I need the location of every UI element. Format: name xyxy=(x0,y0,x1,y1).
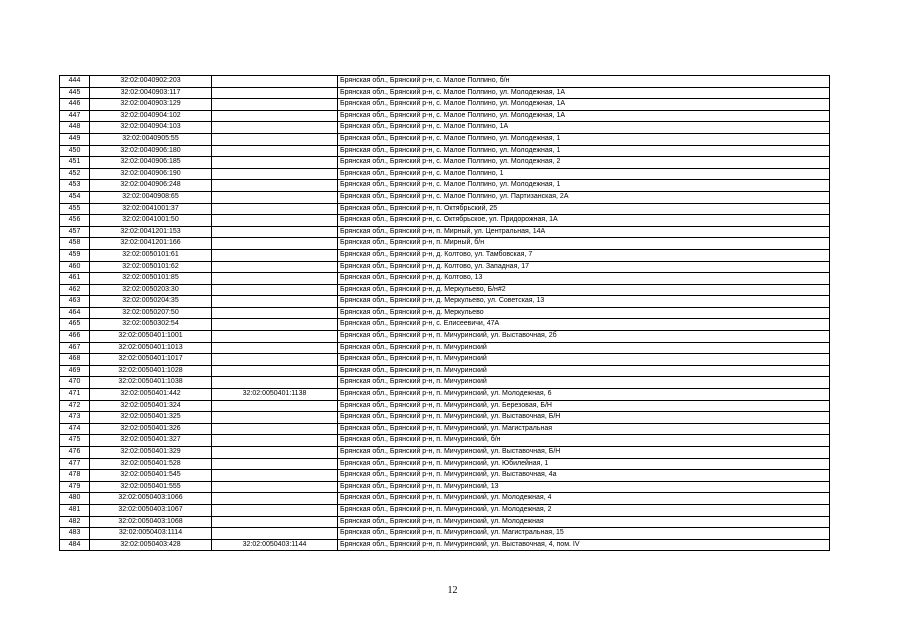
table-row xyxy=(60,516,830,528)
table-row xyxy=(60,296,830,308)
related-cadastral-number-cell xyxy=(212,226,338,238)
related-cadastral-number-cell xyxy=(212,180,338,192)
related-cadastral-number-cell: 32:02:0050401:1138 xyxy=(212,389,338,401)
table-row xyxy=(60,481,830,493)
address-cell: Брянская обл., Брянский р-н, п. Мичуринский, ул. Березовая, Б/Н xyxy=(338,400,830,412)
address-cell: Брянская обл., Брянский р-н, с. Малое Полпино, ул. Молодежная, 2 xyxy=(338,157,830,169)
address-cell: Брянская обл., Брянский р-н, д. Колтово, 13 xyxy=(338,273,830,285)
row-number-cell: 475 xyxy=(60,435,90,447)
row-number-cell: 446 xyxy=(60,99,90,111)
related-cadastral-number-cell xyxy=(212,516,338,528)
address-cell: Брянская обл., Брянский р-н, п. Мичуринский xyxy=(338,342,830,354)
related-cadastral-number-cell xyxy=(212,365,338,377)
address-cell: Брянская обл., Брянский р-н, с. Малое Полпино, ул. Молодежная, 1 xyxy=(338,145,830,157)
row-number-cell: 474 xyxy=(60,423,90,435)
cadastral-number-cell: 32:02:0050401:545 xyxy=(90,470,212,482)
related-cadastral-number-cell xyxy=(212,168,338,180)
related-cadastral-number-cell xyxy=(212,238,338,250)
address-cell: Брянская обл., Брянский р-н, с. Малое Полпино, ул. Молодежная, 1 xyxy=(338,180,830,192)
cadastral-number-cell: 32:02:0050403:1067 xyxy=(90,504,212,516)
related-cadastral-number-cell xyxy=(212,76,338,88)
address-cell: Брянская обл., Брянский р-н, с. Малое Полпино, ул. Партизанская, 2А xyxy=(338,191,830,203)
related-cadastral-number-cell xyxy=(212,249,338,261)
table-row xyxy=(60,110,830,122)
address-cell: Брянская обл., Брянский р-н, с. Малое Полпино, 1 xyxy=(338,168,830,180)
address-cell: Брянская обл., Брянский р-н, с. Малое Полпино, ул. Молодежная, 1А xyxy=(338,110,830,122)
cadastral-number-cell: 32:02:0050401:1017 xyxy=(90,354,212,366)
table-row xyxy=(60,122,830,134)
table-row xyxy=(60,342,830,354)
address-cell: Брянская обл., Брянский р-н, с. Елисеевичи, 47А xyxy=(338,319,830,331)
related-cadastral-number-cell xyxy=(212,504,338,516)
table-row xyxy=(60,99,830,111)
row-number-cell: 466 xyxy=(60,331,90,343)
row-number-cell: 448 xyxy=(60,122,90,134)
address-cell: Брянская обл., Брянский р-н, с. Октябрьское, ул. Придорожная, 1А xyxy=(338,215,830,227)
address-cell: Брянская обл., Брянский р-н, с. Малое Полпино, ул. Молодежная, 1 xyxy=(338,133,830,145)
cadastral-number-cell: 32:02:0050401:442 xyxy=(90,389,212,401)
address-cell: Брянская обл., Брянский р-н, п. Мичуринский, ул. Молодежная xyxy=(338,516,830,528)
row-number-cell: 460 xyxy=(60,261,90,273)
cadastral-number-cell: 32:02:0050401:326 xyxy=(90,423,212,435)
related-cadastral-number-cell: 32:02:0050403:1144 xyxy=(212,539,338,551)
cadastral-number-cell: 32:02:0040905:55 xyxy=(90,133,212,145)
related-cadastral-number-cell xyxy=(212,435,338,447)
row-number-cell: 449 xyxy=(60,133,90,145)
address-cell: Брянская обл., Брянский р-н, п. Мичуринский xyxy=(338,365,830,377)
related-cadastral-number-cell xyxy=(212,157,338,169)
row-number-cell: 471 xyxy=(60,389,90,401)
related-cadastral-number-cell xyxy=(212,319,338,331)
related-cadastral-number-cell xyxy=(212,458,338,470)
table-row xyxy=(60,435,830,447)
cadastral-number-cell: 32:02:0050207:50 xyxy=(90,307,212,319)
row-number-cell: 450 xyxy=(60,145,90,157)
related-cadastral-number-cell xyxy=(212,122,338,134)
related-cadastral-number-cell xyxy=(212,261,338,273)
cadastral-number-cell: 32:02:0050401:329 xyxy=(90,447,212,459)
table-row xyxy=(60,273,830,285)
related-cadastral-number-cell xyxy=(212,481,338,493)
table-row xyxy=(60,365,830,377)
table-row xyxy=(60,354,830,366)
row-number-cell: 453 xyxy=(60,180,90,192)
address-cell: Брянская обл., Брянский р-н, п. Мичуринский, ул. Выставочная, 2б xyxy=(338,331,830,343)
cadastral-number-cell: 32:02:0041001:37 xyxy=(90,203,212,215)
row-number-cell: 481 xyxy=(60,504,90,516)
address-cell: Брянская обл., Брянский р-н, п. Мирный, б/н xyxy=(338,238,830,250)
table-row xyxy=(60,226,830,238)
cadastral-number-cell: 32:02:0040903:117 xyxy=(90,87,212,99)
table-row xyxy=(60,377,830,389)
address-cell: Брянская обл., Брянский р-н, п. Мичуринский xyxy=(338,354,830,366)
related-cadastral-number-cell xyxy=(212,307,338,319)
table-row xyxy=(60,504,830,516)
row-number-cell: 482 xyxy=(60,516,90,528)
cadastral-number-cell: 32:02:0050401:1028 xyxy=(90,365,212,377)
row-number-cell: 477 xyxy=(60,458,90,470)
cadastral-number-cell: 32:02:0050401:325 xyxy=(90,412,212,424)
related-cadastral-number-cell xyxy=(212,145,338,157)
table-row xyxy=(60,412,830,424)
row-number-cell: 479 xyxy=(60,481,90,493)
row-number-cell: 472 xyxy=(60,400,90,412)
table-row xyxy=(60,180,830,192)
cadastral-number-cell: 32:02:0040908:65 xyxy=(90,191,212,203)
cadastral-number-cell: 32:02:0040902:203 xyxy=(90,76,212,88)
address-cell: Брянская обл., Брянский р-н, с. Малое Полпино, б/н xyxy=(338,76,830,88)
address-cell: Брянская обл., Брянский р-н, д. Меркульево xyxy=(338,307,830,319)
cadastral-number-cell: 32:02:0040906:248 xyxy=(90,180,212,192)
related-cadastral-number-cell xyxy=(212,296,338,308)
row-number-cell: 457 xyxy=(60,226,90,238)
row-number-cell: 461 xyxy=(60,273,90,285)
row-number-cell: 473 xyxy=(60,412,90,424)
cadastral-number-cell: 32:02:0050403:1066 xyxy=(90,493,212,505)
related-cadastral-number-cell xyxy=(212,377,338,389)
address-cell: Брянская обл., Брянский р-н, п. Мичуринский, ул. Молодежная, 4 xyxy=(338,493,830,505)
address-cell: Брянская обл., Брянский р-н, п. Мичуринский, 13 xyxy=(338,481,830,493)
cadastral-number-cell: 32:02:0041001:50 xyxy=(90,215,212,227)
row-number-cell: 462 xyxy=(60,284,90,296)
row-number-cell: 458 xyxy=(60,238,90,250)
cadastral-number-cell: 32:02:0040906:190 xyxy=(90,168,212,180)
cadastral-number-cell: 32:02:0041201:166 xyxy=(90,238,212,250)
related-cadastral-number-cell xyxy=(212,354,338,366)
cadastral-number-cell: 32:02:0040904:102 xyxy=(90,110,212,122)
related-cadastral-number-cell xyxy=(212,331,338,343)
row-number-cell: 455 xyxy=(60,203,90,215)
address-cell: Брянская обл., Брянский р-н, п. Мичуринский, б/н xyxy=(338,435,830,447)
table-row xyxy=(60,215,830,227)
row-number-cell: 444 xyxy=(60,76,90,88)
row-number-cell: 469 xyxy=(60,365,90,377)
table-row xyxy=(60,238,830,250)
related-cadastral-number-cell xyxy=(212,203,338,215)
row-number-cell: 470 xyxy=(60,377,90,389)
row-number-cell: 476 xyxy=(60,447,90,459)
row-number-cell: 456 xyxy=(60,215,90,227)
address-cell: Брянская обл., Брянский р-н, п. Мичуринский, ул. Выставочная, 4, пом. IV xyxy=(338,539,830,551)
address-cell: Брянская обл., Брянский р-н, п. Мичуринский xyxy=(338,377,830,389)
related-cadastral-number-cell xyxy=(212,284,338,296)
address-cell: Брянская обл., Брянский р-н, д. Меркульево, ул. Советская, 13 xyxy=(338,296,830,308)
cadastral-number-cell: 32:02:0050401:327 xyxy=(90,435,212,447)
related-cadastral-number-cell xyxy=(212,110,338,122)
cadastral-number-cell: 32:02:0050101:61 xyxy=(90,249,212,261)
address-cell: Брянская обл., Брянский р-н, д. Колтово, ул. Западная, 17 xyxy=(338,261,830,273)
cadastral-number-cell: 32:02:0040906:185 xyxy=(90,157,212,169)
cadastral-number-cell: 32:02:0050302:54 xyxy=(90,319,212,331)
address-cell: Брянская обл., Брянский р-н, п. Мичуринский, ул. Выставочная, Б/Н xyxy=(338,447,830,459)
table-row xyxy=(60,191,830,203)
table-row xyxy=(60,447,830,459)
cadastral-number-cell: 32:02:0050403:1068 xyxy=(90,516,212,528)
row-number-cell: 447 xyxy=(60,110,90,122)
table-row xyxy=(60,331,830,343)
table-row xyxy=(60,307,830,319)
cadastral-number-cell: 32:02:0050401:1013 xyxy=(90,342,212,354)
cadastral-table xyxy=(59,75,830,551)
row-number-cell: 451 xyxy=(60,157,90,169)
address-cell: Брянская обл., Брянский р-н, п. Мичуринский, ул. Молодежная, 2 xyxy=(338,504,830,516)
related-cadastral-number-cell xyxy=(212,528,338,540)
cadastral-number-cell: 32:02:0040903:129 xyxy=(90,99,212,111)
table-row xyxy=(60,284,830,296)
table-row xyxy=(60,493,830,505)
address-cell: Брянская обл., Брянский р-н, д. Колтово, ул. Тамбовская, 7 xyxy=(338,249,830,261)
cadastral-number-cell: 32:02:0050401:528 xyxy=(90,458,212,470)
table-row xyxy=(60,203,830,215)
cadastral-number-cell: 32:02:0050401:324 xyxy=(90,400,212,412)
table-row xyxy=(60,539,830,551)
table-row xyxy=(60,87,830,99)
related-cadastral-number-cell xyxy=(212,493,338,505)
row-number-cell: 467 xyxy=(60,342,90,354)
related-cadastral-number-cell xyxy=(212,342,338,354)
table-row xyxy=(60,261,830,273)
cadastral-number-cell: 32:02:0050401:555 xyxy=(90,481,212,493)
cadastral-number-cell: 32:02:0050401:1038 xyxy=(90,377,212,389)
row-number-cell: 463 xyxy=(60,296,90,308)
related-cadastral-number-cell xyxy=(212,133,338,145)
cadastral-table-body xyxy=(60,76,830,551)
related-cadastral-number-cell xyxy=(212,215,338,227)
cadastral-number-cell: 32:02:0041201:153 xyxy=(90,226,212,238)
table-row xyxy=(60,458,830,470)
address-cell: Брянская обл., Брянский р-н, п. Мирный, ул. Центральная, 14А xyxy=(338,226,830,238)
row-number-cell: 452 xyxy=(60,168,90,180)
related-cadastral-number-cell xyxy=(212,423,338,435)
table-row xyxy=(60,168,830,180)
row-number-cell: 468 xyxy=(60,354,90,366)
cadastral-number-cell: 32:02:0050401:1001 xyxy=(90,331,212,343)
cadastral-number-cell: 32:02:0050101:85 xyxy=(90,273,212,285)
table-row xyxy=(60,249,830,261)
cadastral-number-cell: 32:02:0040904:103 xyxy=(90,122,212,134)
row-number-cell: 459 xyxy=(60,249,90,261)
row-number-cell: 478 xyxy=(60,470,90,482)
related-cadastral-number-cell xyxy=(212,447,338,459)
row-number-cell: 480 xyxy=(60,493,90,505)
table-row xyxy=(60,400,830,412)
page-number: 12 xyxy=(447,585,458,596)
table-row xyxy=(60,319,830,331)
table-row xyxy=(60,389,830,401)
address-cell: Брянская обл., Брянский р-н, п. Октябрьский, 25 xyxy=(338,203,830,215)
row-number-cell: 464 xyxy=(60,307,90,319)
table-row xyxy=(60,133,830,145)
cadastral-number-cell: 32:02:0050403:428 xyxy=(90,539,212,551)
address-cell: Брянская обл., Брянский р-н, с. Малое Полпино, 1А xyxy=(338,122,830,134)
table-row xyxy=(60,76,830,88)
related-cadastral-number-cell xyxy=(212,273,338,285)
related-cadastral-number-cell xyxy=(212,400,338,412)
address-cell: Брянская обл., Брянский р-н, п. Мичуринский, ул. Магистральная xyxy=(338,423,830,435)
table-row xyxy=(60,528,830,540)
table-row xyxy=(60,423,830,435)
cadastral-number-cell: 32:02:0050101:62 xyxy=(90,261,212,273)
address-cell: Брянская обл., Брянский р-н, п. Мичуринский, ул. Выставочная, Б/Н xyxy=(338,412,830,424)
row-number-cell: 483 xyxy=(60,528,90,540)
related-cadastral-number-cell xyxy=(212,191,338,203)
related-cadastral-number-cell xyxy=(212,99,338,111)
related-cadastral-number-cell xyxy=(212,87,338,99)
address-cell: Брянская обл., Брянский р-н, с. Малое Полпино, ул. Молодежная, 1А xyxy=(338,99,830,111)
address-cell: Брянская обл., Брянский р-н, п. Мичуринский, ул. Выставочная, 4а xyxy=(338,470,830,482)
row-number-cell: 484 xyxy=(60,539,90,551)
related-cadastral-number-cell xyxy=(212,470,338,482)
cadastral-number-cell: 32:02:0040906:180 xyxy=(90,145,212,157)
address-cell: Брянская обл., Брянский р-н, д. Меркульево, Б/н#2 xyxy=(338,284,830,296)
table-row xyxy=(60,157,830,169)
table-row xyxy=(60,470,830,482)
related-cadastral-number-cell xyxy=(212,412,338,424)
address-cell: Брянская обл., Брянский р-н, п. Мичуринский, ул. Юбилейная, 1 xyxy=(338,458,830,470)
address-cell: Брянская обл., Брянский р-н, п. Мичуринский, ул. Молодежная, 6 xyxy=(338,389,830,401)
row-number-cell: 465 xyxy=(60,319,90,331)
cadastral-number-cell: 32:02:0050204:35 xyxy=(90,296,212,308)
row-number-cell: 445 xyxy=(60,87,90,99)
cadastral-number-cell: 32:02:0050203:30 xyxy=(90,284,212,296)
table-row xyxy=(60,145,830,157)
row-number-cell: 454 xyxy=(60,191,90,203)
address-cell: Брянская обл., Брянский р-н, п. Мичуринский, ул. Магистральная, 15 xyxy=(338,528,830,540)
cadastral-number-cell: 32:02:0050403:1114 xyxy=(90,528,212,540)
address-cell: Брянская обл., Брянский р-н, с. Малое Полпино, ул. Молодежная, 1А xyxy=(338,87,830,99)
